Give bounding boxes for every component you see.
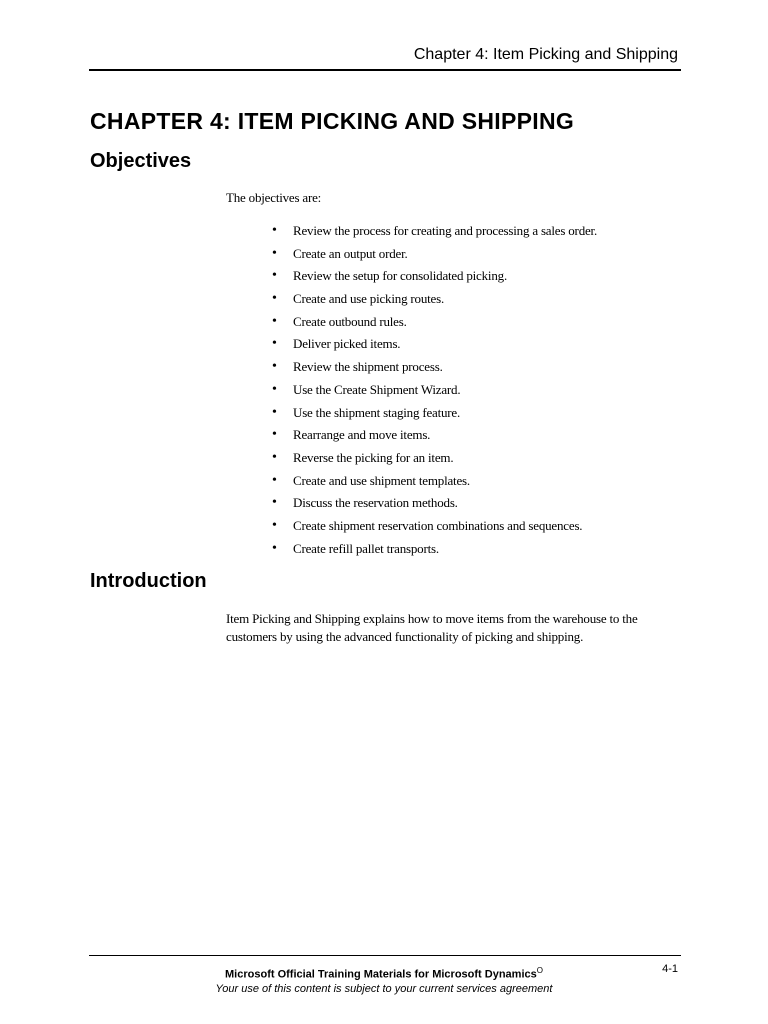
objectives-heading: Objectives — [90, 150, 192, 172]
introduction-heading: Introduction — [90, 570, 207, 592]
list-item: • Create shipment reservation combinations and sequences. — [271, 517, 597, 540]
list-item: • Deliver picked items. — [271, 335, 597, 358]
list-item: • Use the Create Shipment Wizard. — [271, 381, 597, 404]
list-item: • Use the shipment staging feature. — [271, 404, 597, 427]
list-item: • Review the shipment process. — [271, 358, 597, 381]
list-item: • Reverse the picking for an item. — [271, 449, 597, 472]
objectives-list — [271, 222, 597, 562]
header-rule — [89, 69, 681, 71]
list-item: • Rearrange and move items. — [271, 426, 597, 449]
running-header: Chapter 4: Item Picking and Shipping — [413, 46, 678, 63]
list-item: • Create and use picking routes. — [271, 290, 597, 313]
footer-credit-text: Microsoft Official Training Materials for Microsoft Dynamics — [225, 968, 537, 981]
registered-mark: O — [536, 966, 543, 975]
chapter-title: CHAPTER 4: ITEM PICKING AND SHIPPING — [90, 108, 575, 134]
list-item: • Review the process for creating and processing a sales order. — [271, 222, 597, 245]
footer-rule — [89, 955, 681, 956]
list-item: • Create refill pallet transports. — [271, 540, 597, 563]
list-item: • Review the setup for consolidated picking. — [271, 267, 597, 290]
list-item: • Create and use shipment templates. — [271, 472, 597, 495]
footer-notice: Your use of this content is subject to your current services agreement — [215, 983, 553, 995]
footer-credit — [0, 966, 768, 981]
list-item: • Discuss the reservation methods. — [271, 494, 597, 517]
list-item: • Create an output order. — [271, 245, 597, 268]
objectives-intro: The objectives are: — [226, 190, 322, 205]
list-item: • Create outbound rules. — [271, 313, 597, 336]
page-number: 4-1 — [662, 963, 678, 975]
introduction-text: Item Picking and Shipping explains how to move items from the warehouse to the customers by using the advanced functionality of picking and shipping. — [226, 611, 638, 644]
